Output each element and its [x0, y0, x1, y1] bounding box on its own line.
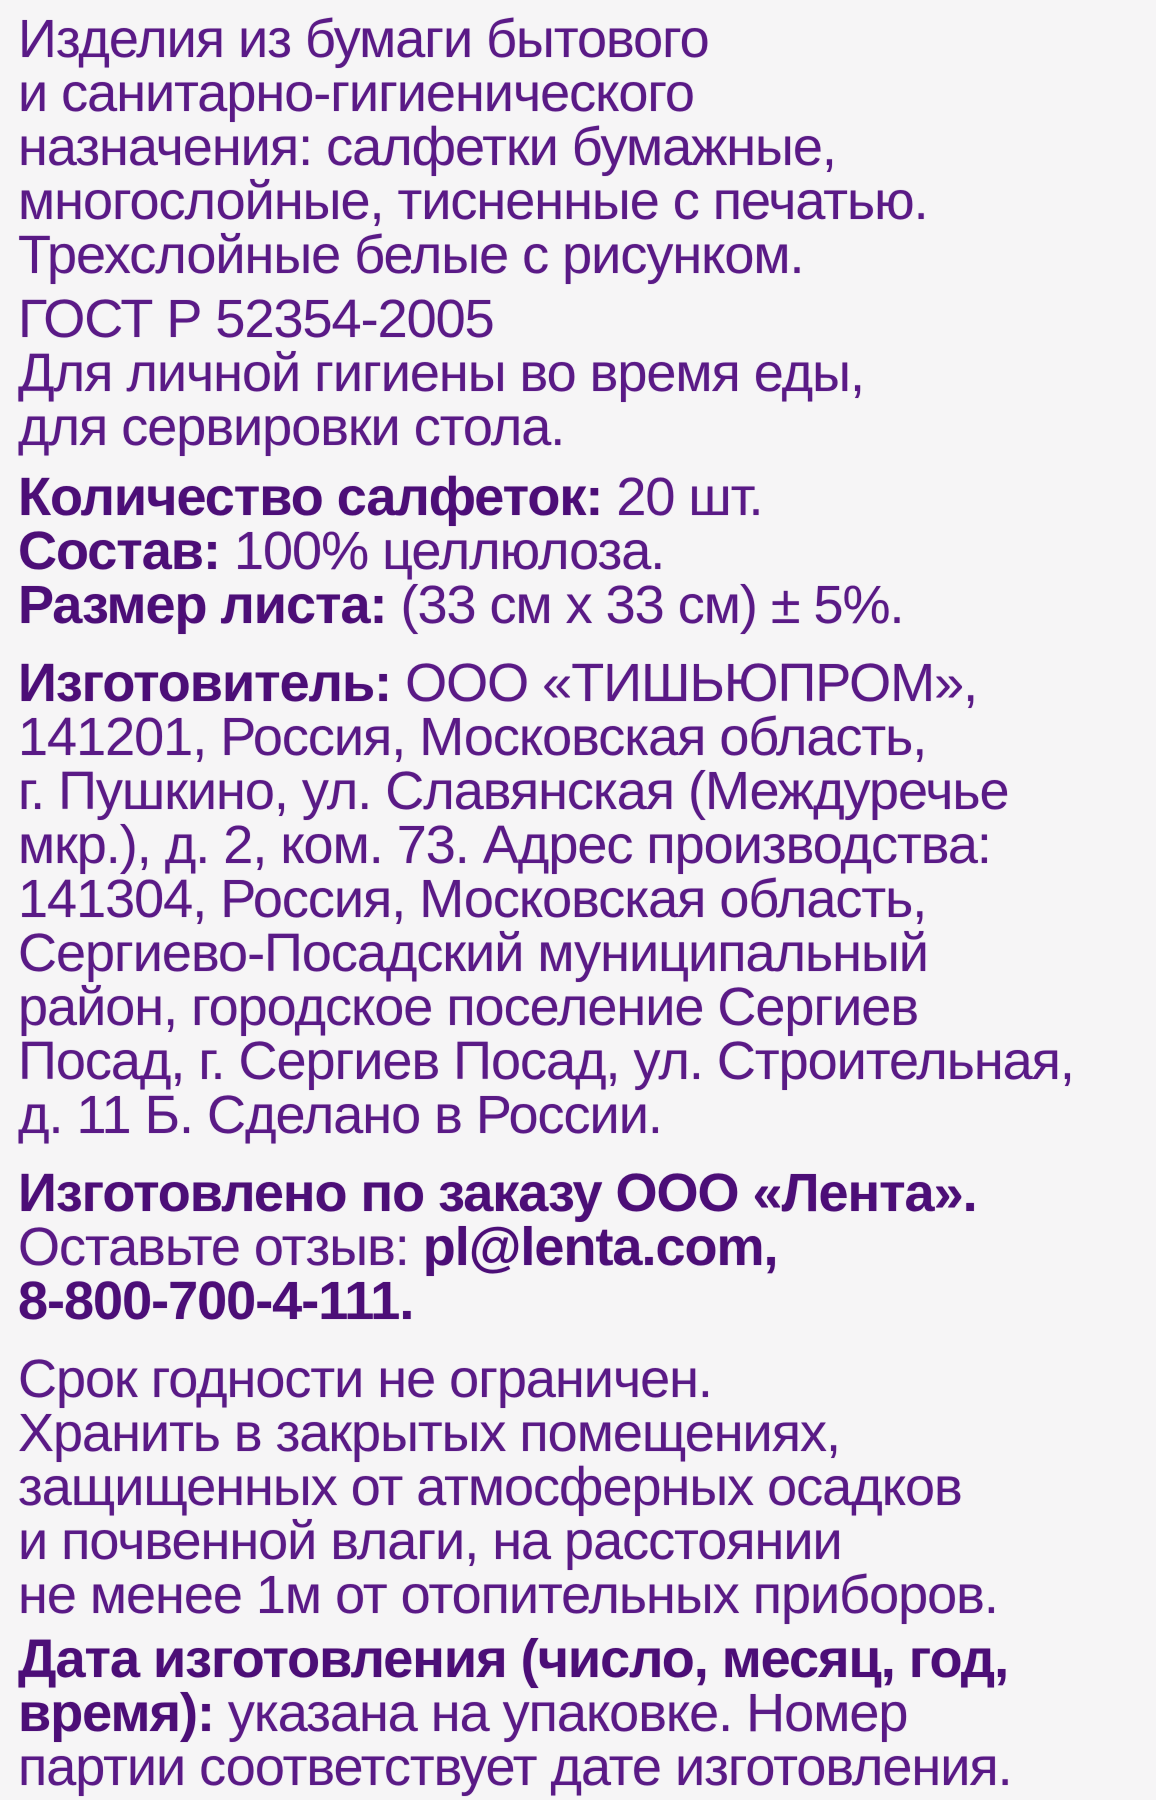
- label-line: [18, 761, 1146, 821]
- label-text-segment: г. Пушкино, ул. Славянская (Междуречье: [18, 761, 1009, 821]
- paragraph-manufacturer: [18, 653, 1146, 1145]
- label-bold-segment: Изготовитель:: [18, 653, 392, 713]
- label-text-segment: 20 шт.: [602, 467, 763, 527]
- label-line: [18, 1163, 1146, 1223]
- label-line: [18, 225, 1146, 285]
- label-line: [18, 653, 1146, 713]
- label-text-segment: 141304, Россия, Московская область,: [18, 869, 927, 929]
- label-text-segment: ООО «ТИШЬЮПРОМ»,: [391, 653, 978, 713]
- label-bold-segment: Размер листа:: [18, 575, 387, 635]
- label-line: [18, 63, 1146, 123]
- label-line: [18, 1683, 1146, 1743]
- label-line: [18, 343, 1146, 403]
- label-line: [18, 1629, 1146, 1689]
- paragraph-specs: [18, 467, 1146, 635]
- label-line: [18, 923, 1146, 983]
- label-line: [18, 9, 1146, 69]
- label-text-segment: 141201, Россия, Московская область,: [18, 707, 927, 767]
- label-text-segment: Срок годности не ограничен.: [18, 1349, 712, 1409]
- label-text-segment: 100% целлюлоза.: [219, 521, 665, 581]
- label-text-segment: не менее 1м от отопительных приборов.: [18, 1565, 998, 1625]
- label-bold-segment: Дата изготовления (число, месяц, год,: [18, 1629, 1009, 1689]
- label-line: [18, 1565, 1146, 1625]
- label-text-segment: мкр.), д. 2, ком. 73. Адрес производства:: [18, 815, 991, 875]
- label-text-segment: многослойные, тисненные с печатью.: [18, 171, 928, 231]
- paragraph-product-description: [18, 9, 1146, 285]
- label-text-segment: ГОСТ Р 52354-2005: [18, 289, 494, 349]
- label-text-segment: Сергиево-Посадский муниципальный: [18, 923, 928, 983]
- label-line: [18, 1403, 1146, 1463]
- label-text-segment: для сервировки стола.: [18, 397, 565, 457]
- label-text-segment: защищенных от атмосферных осадков: [18, 1457, 962, 1517]
- label-line: [18, 869, 1146, 929]
- label-text-segment: и санитарно-гигиенического: [18, 63, 694, 123]
- label-text-segment: д. 11 Б. Сделано в России.: [18, 1085, 662, 1145]
- label-text-segment: указана на упаковке. Номер: [213, 1683, 908, 1743]
- label-line: [18, 707, 1146, 767]
- label-line: [18, 575, 1146, 635]
- label-line: [18, 1031, 1146, 1091]
- label-line: [18, 171, 1146, 231]
- label-line: [18, 1349, 1146, 1409]
- label-bold-segment: pl@lenta.com,: [422, 1217, 778, 1277]
- paragraph-usage: [18, 343, 1146, 457]
- paragraph-production-date: [18, 1629, 1146, 1797]
- label-line: [18, 117, 1146, 177]
- label-line: [18, 1271, 1146, 1331]
- label-text-segment: и почвенной влаги, на расстоянии: [18, 1511, 842, 1571]
- label-line: [18, 1085, 1146, 1145]
- label-text-segment: Изделия из бумаги бытового: [18, 9, 709, 69]
- label-line: [18, 289, 1146, 349]
- label-text-segment: Для личной гигиены во время еды,: [18, 343, 864, 403]
- paragraph-gost-standard: [18, 289, 1146, 349]
- label-bold-segment: 8-800-700-4-111.: [18, 1271, 414, 1331]
- label-text-segment: назначения: салфетки бумажные,: [18, 117, 836, 177]
- label-text-segment: район, городское поселение Сергиев: [18, 977, 919, 1037]
- label-text-segment: (33 см х 33 см) ± 5%.: [386, 575, 904, 635]
- label-text-segment: Оставьте отзыв:: [18, 1217, 423, 1277]
- label-bold-segment: Количество салфеток:: [18, 467, 603, 527]
- label-line: [18, 1217, 1146, 1277]
- label-line: [18, 1737, 1146, 1797]
- label-line: [18, 1457, 1146, 1517]
- paragraph-storage: [18, 1349, 1146, 1625]
- label-text-segment: Хранить в закрытых помещениях,: [18, 1403, 840, 1463]
- label-line: [18, 467, 1146, 527]
- label-bold-segment: Состав:: [18, 521, 220, 581]
- label-text-segment: Посад, г. Сергиев Посад, ул. Строительная,: [18, 1031, 1074, 1091]
- label-text-segment: Трехслойные белые с рисунком.: [18, 225, 804, 285]
- label-line: [18, 815, 1146, 875]
- label-text-segment: партии соответствует дате изготовления.: [18, 1737, 1012, 1797]
- label-line: [18, 521, 1146, 581]
- label-line: [18, 1511, 1146, 1571]
- paragraph-ordered-by: [18, 1163, 1146, 1331]
- label-bold-segment: время):: [18, 1683, 214, 1743]
- label-line: [18, 977, 1146, 1037]
- label-line: [18, 397, 1146, 457]
- label-bold-segment: Изготовлено по заказу ООО «Лента».: [18, 1163, 977, 1223]
